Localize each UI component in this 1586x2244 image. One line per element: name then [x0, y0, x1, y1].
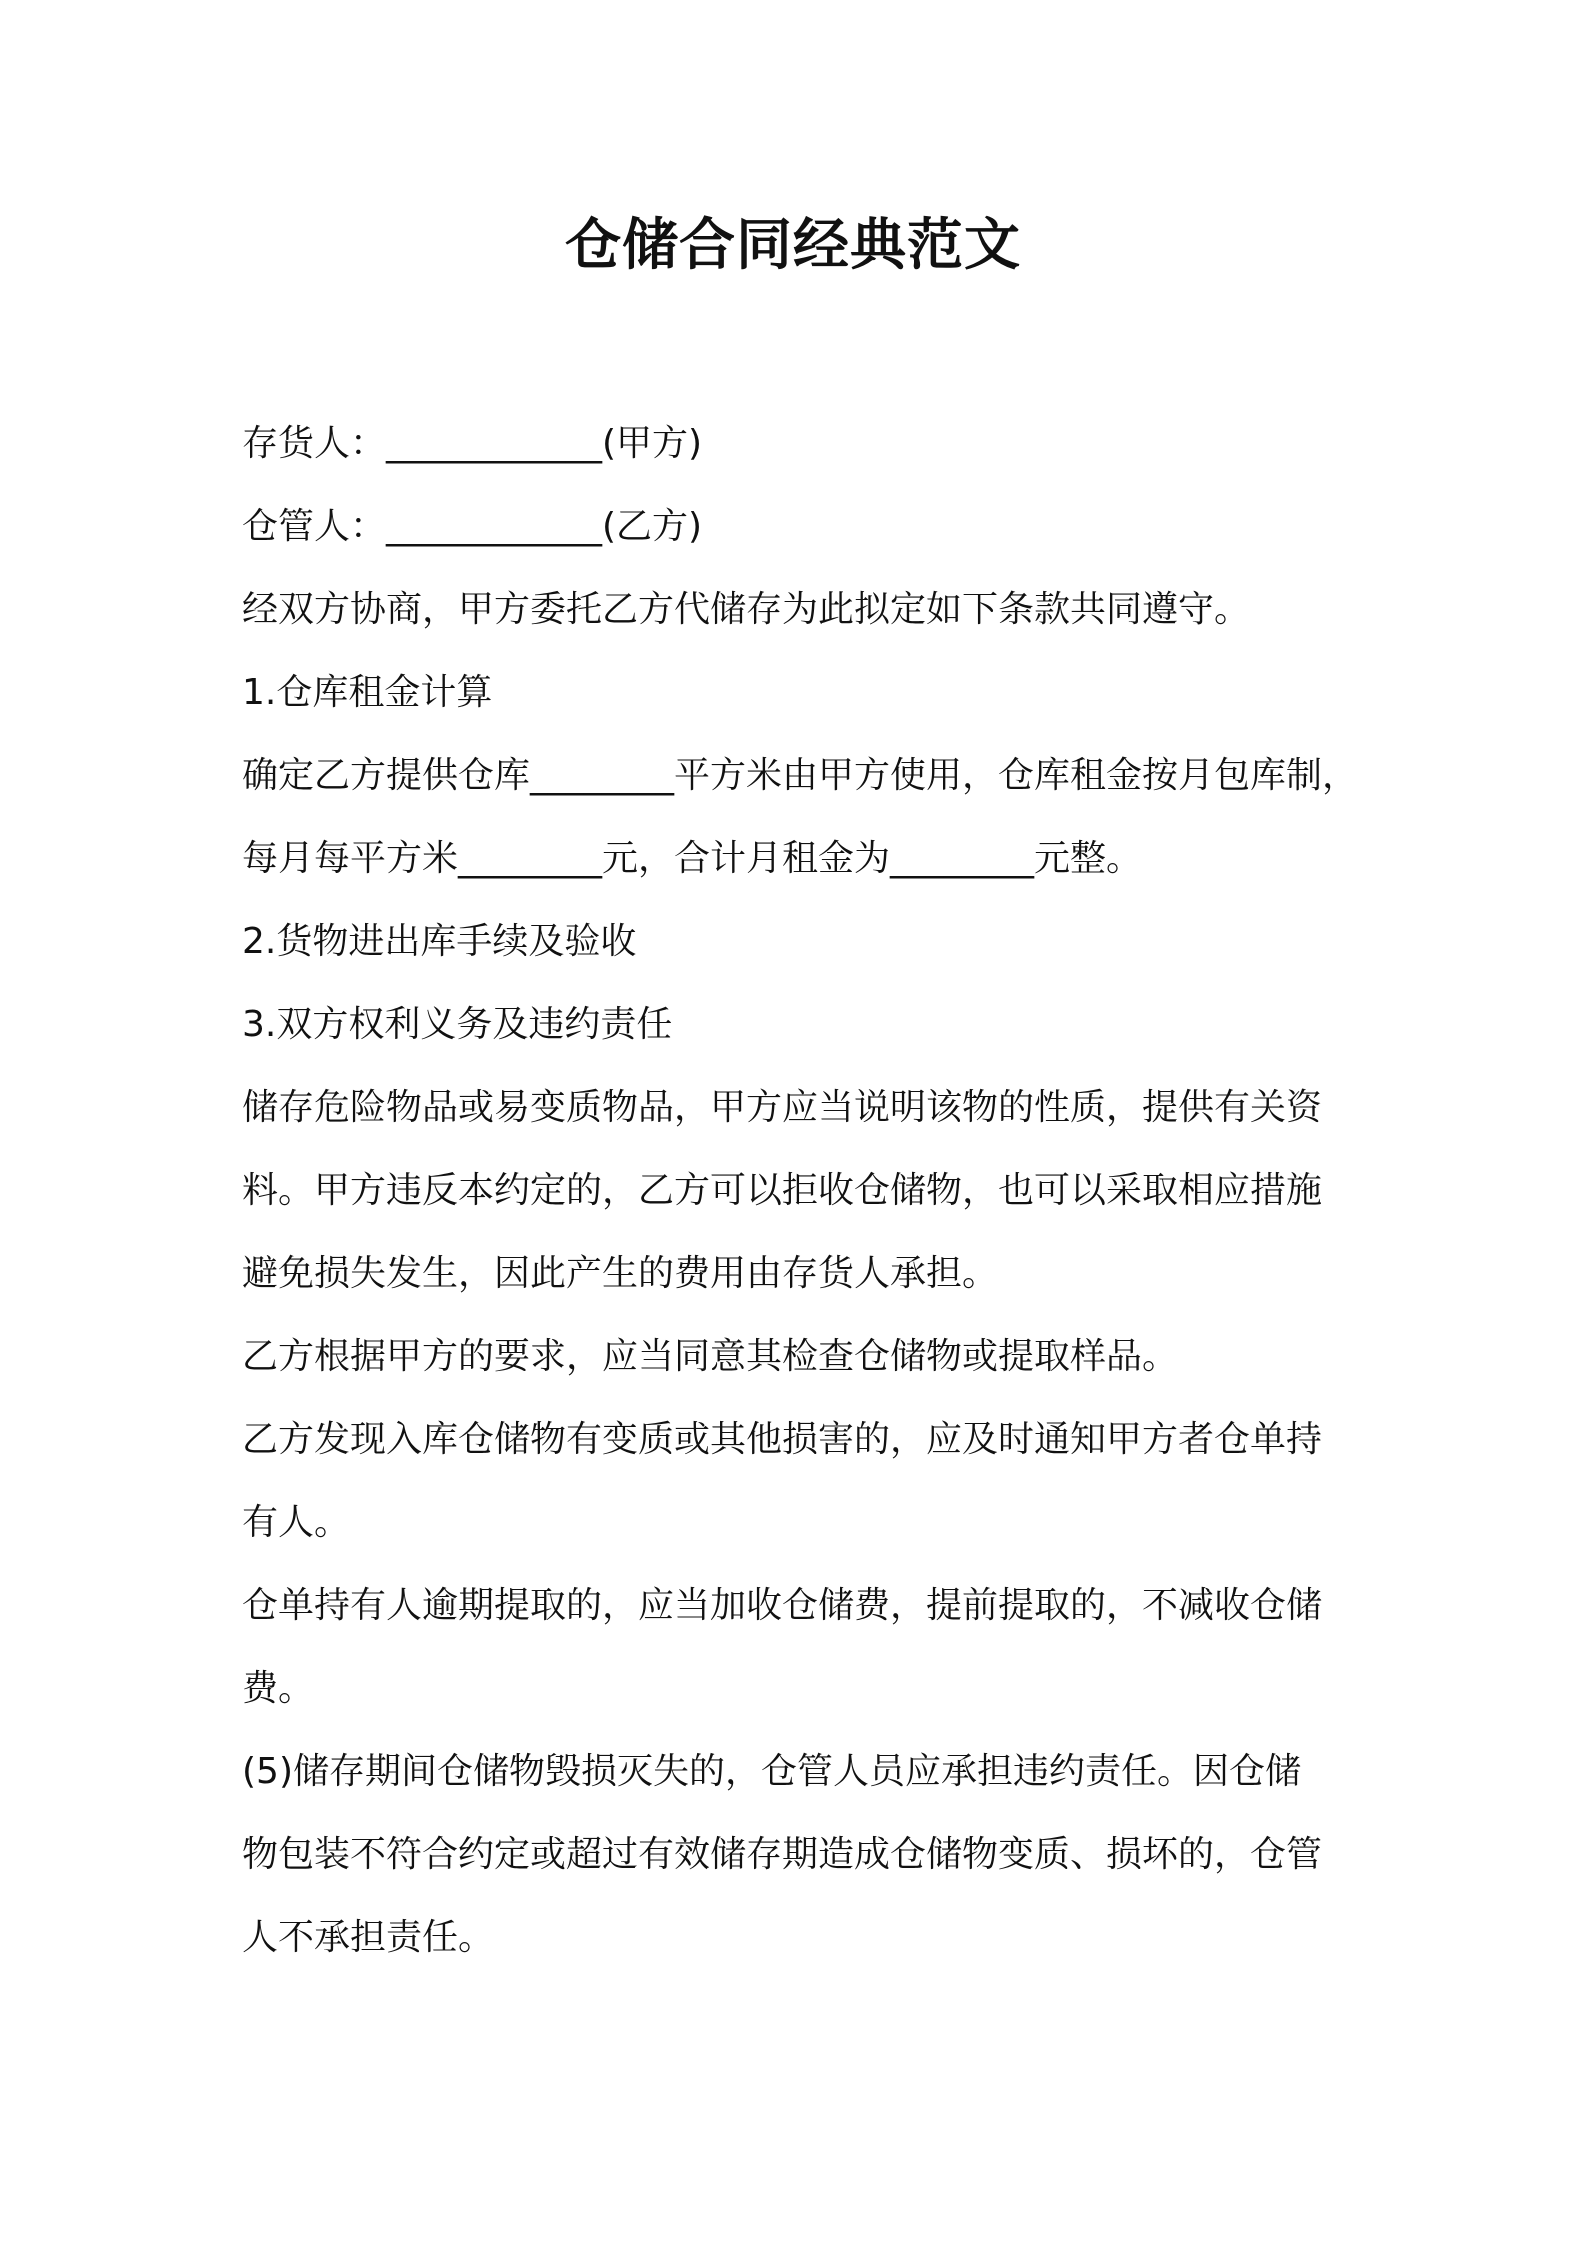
hazard-line-2: 料。甲方违反本约定的，乙方可以拒收仓储物，也可以采取相应措施 [242, 1170, 1323, 1211]
liability-line-1: (5)储存期间仓储物毁损灭失的，仓管人员应承担违约责任。因仓储 [242, 1751, 1301, 1792]
section-1-heading: 1.仓库租金计算 [242, 672, 493, 713]
inspection-line: 乙方根据甲方的要求，应当同意其检查仓储物或提取样品。 [242, 1336, 1179, 1377]
party-b-line: 仓管人：____________(乙方) [242, 506, 703, 547]
section-3-heading: 3.双方权利义务及违约责任 [242, 1004, 673, 1045]
late-pickup-line-2: 费。 [242, 1668, 315, 1709]
rent-line-1: 确定乙方提供仓库________平方米由甲方使用，仓库租金按月包库制， [242, 755, 1359, 796]
damage-notice-line-2: 有人。 [242, 1502, 351, 1543]
liability-line-3: 人不承担责任。 [242, 1917, 495, 1958]
preamble-line: 经双方协商，甲方委托乙方代储存为此拟定如下条款共同遵守。 [242, 589, 1251, 630]
hazard-line-3: 避免损失发生，因此产生的费用由存货人承担。 [242, 1253, 999, 1294]
late-pickup-line-1: 仓单持有人逾期提取的，应当加收仓储费，提前提取的，不减收仓储 [242, 1585, 1323, 1626]
rent-line-2: 每月每平方米________元，合计月租金为________元整。 [242, 838, 1143, 879]
hazard-line-1: 储存危险物品或易变质物品，甲方应当说明该物的性质，提供有关资 [242, 1087, 1323, 1128]
document-body [242, 402, 1382, 1979]
section-2-heading: 2.货物进出库手续及验收 [242, 921, 637, 962]
liability-line-2: 物包装不符合约定或超过有效储存期造成仓储物变质、损坏的，仓管 [242, 1834, 1323, 1875]
damage-notice-line-1: 乙方发现入库仓储物有变质或其他损害的，应及时通知甲方者仓单持 [242, 1419, 1323, 1460]
document-title: 仓储合同经典范文 [565, 213, 1021, 278]
party-a-line: 存货人：____________(甲方) [242, 423, 703, 464]
